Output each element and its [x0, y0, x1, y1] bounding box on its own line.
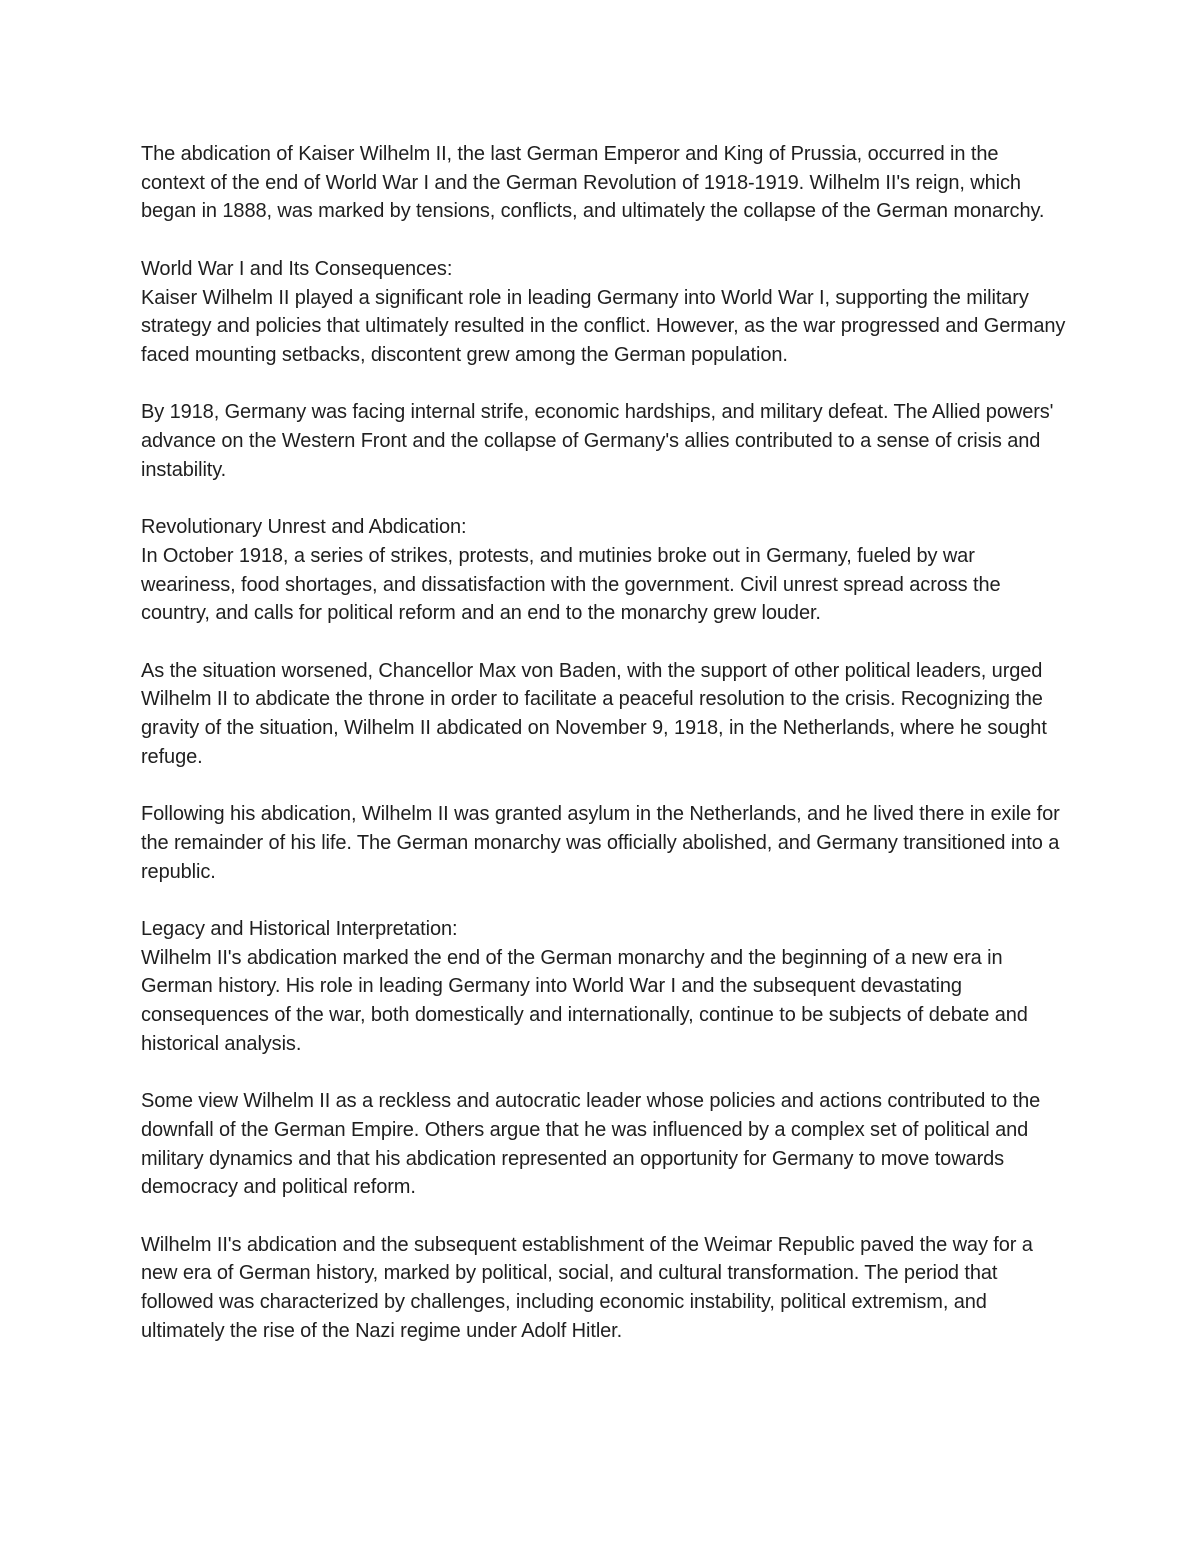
document-body [141, 140, 1066, 1374]
section-legacy-paragraph-3: Wilhelm II's abdication and the subsequent establishment of the Weimar Republic paved the way for a new era of German history, marked by political, social, and cultural transformation. The period that followed was characterized by challenges, including economic instability, political extremism, and ultimately the rise of the Nazi regime under Adolf Hitler. [141, 1233, 1033, 1342]
section-legacy-paragraph-1: Wilhelm II's abdication marked the end of the German monarchy and the beginning of a new era in German history. His role in leading Germany into World War I and the subsequent devastating consequences of the war, both domestically and internationally, continue to be subjects of debate and historical analysis. [141, 946, 1028, 1055]
section-revolutionary-unrest-paragraph-3: Following his abdication, Wilhelm II was granted asylum in the Netherlands, and he lived there in exile for the remainder of his life. The German monarchy was officially abolished, and Germany transitioned into a republic. [141, 803, 1060, 883]
section-legacy-paragraph-2: Some view Wilhelm II as a reckless and autocratic leader whose policies and actions contributed to the downfall of the German Empire. Others argue that he was influenced by a complex set of political and military dynamics and that his abdication represented an opportunity for Germany to move towards democracy and political reform. [141, 1090, 1041, 1199]
section-heading-legacy: Legacy and Historical Interpretation: [141, 917, 458, 940]
section-world-war-one-paragraph-1: Kaiser Wilhelm II played a significant role in leading Germany into World War I, supporting the military strategy and policies that ultimately resulted in the conflict. However, as the war progressed and Germany faced mounting setbacks, discontent grew among the German population. [141, 286, 1066, 366]
section-heading-world-war-one: World War I and Its Consequences: [141, 257, 453, 280]
section-revolutionary-unrest-paragraph-1: In October 1918, a series of strikes, protests, and mutinies broke out in Germany, fueled by war weariness, food shortages, and dissatisfaction with the government. Civil unrest spread across the country, and calls for political reform and an end to the monarchy grew louder. [141, 544, 1001, 625]
section-world-war-one [141, 255, 1066, 370]
section-legacy [141, 915, 1066, 1059]
section-revolutionary-unrest [141, 513, 1066, 628]
intro-paragraph: The abdication of Kaiser Wilhelm II, the last German Emperor and King of Prussia, occurred in the context of the end of World War I and the German Revolution of 1918-1919. Wilhelm II's reign, which began in 1888, was marked by tensions, conflicts, and ultimately the collapse of the German monarchy. [141, 143, 1045, 223]
section-world-war-one-paragraph-2: By 1918, Germany was facing internal strife, economic hardships, and military defeat. The Allied powers' advance on the Western Front and the collapse of Germany's allies contributed to a sense of crisis and instability. [141, 401, 1054, 481]
section-heading-revolutionary-unrest: Revolutionary Unrest and Abdication: [141, 516, 467, 539]
section-revolutionary-unrest-paragraph-2: As the situation worsened, Chancellor Max von Baden, with the support of other political leaders, urged Wilhelm II to abdicate the throne in order to facilitate a peaceful resolution to the crisis. Recognizing the gravity of the situation, Wilhelm II abdicated on November 9, 1918, in the Netherlands, where he sought refuge. [141, 659, 1047, 768]
